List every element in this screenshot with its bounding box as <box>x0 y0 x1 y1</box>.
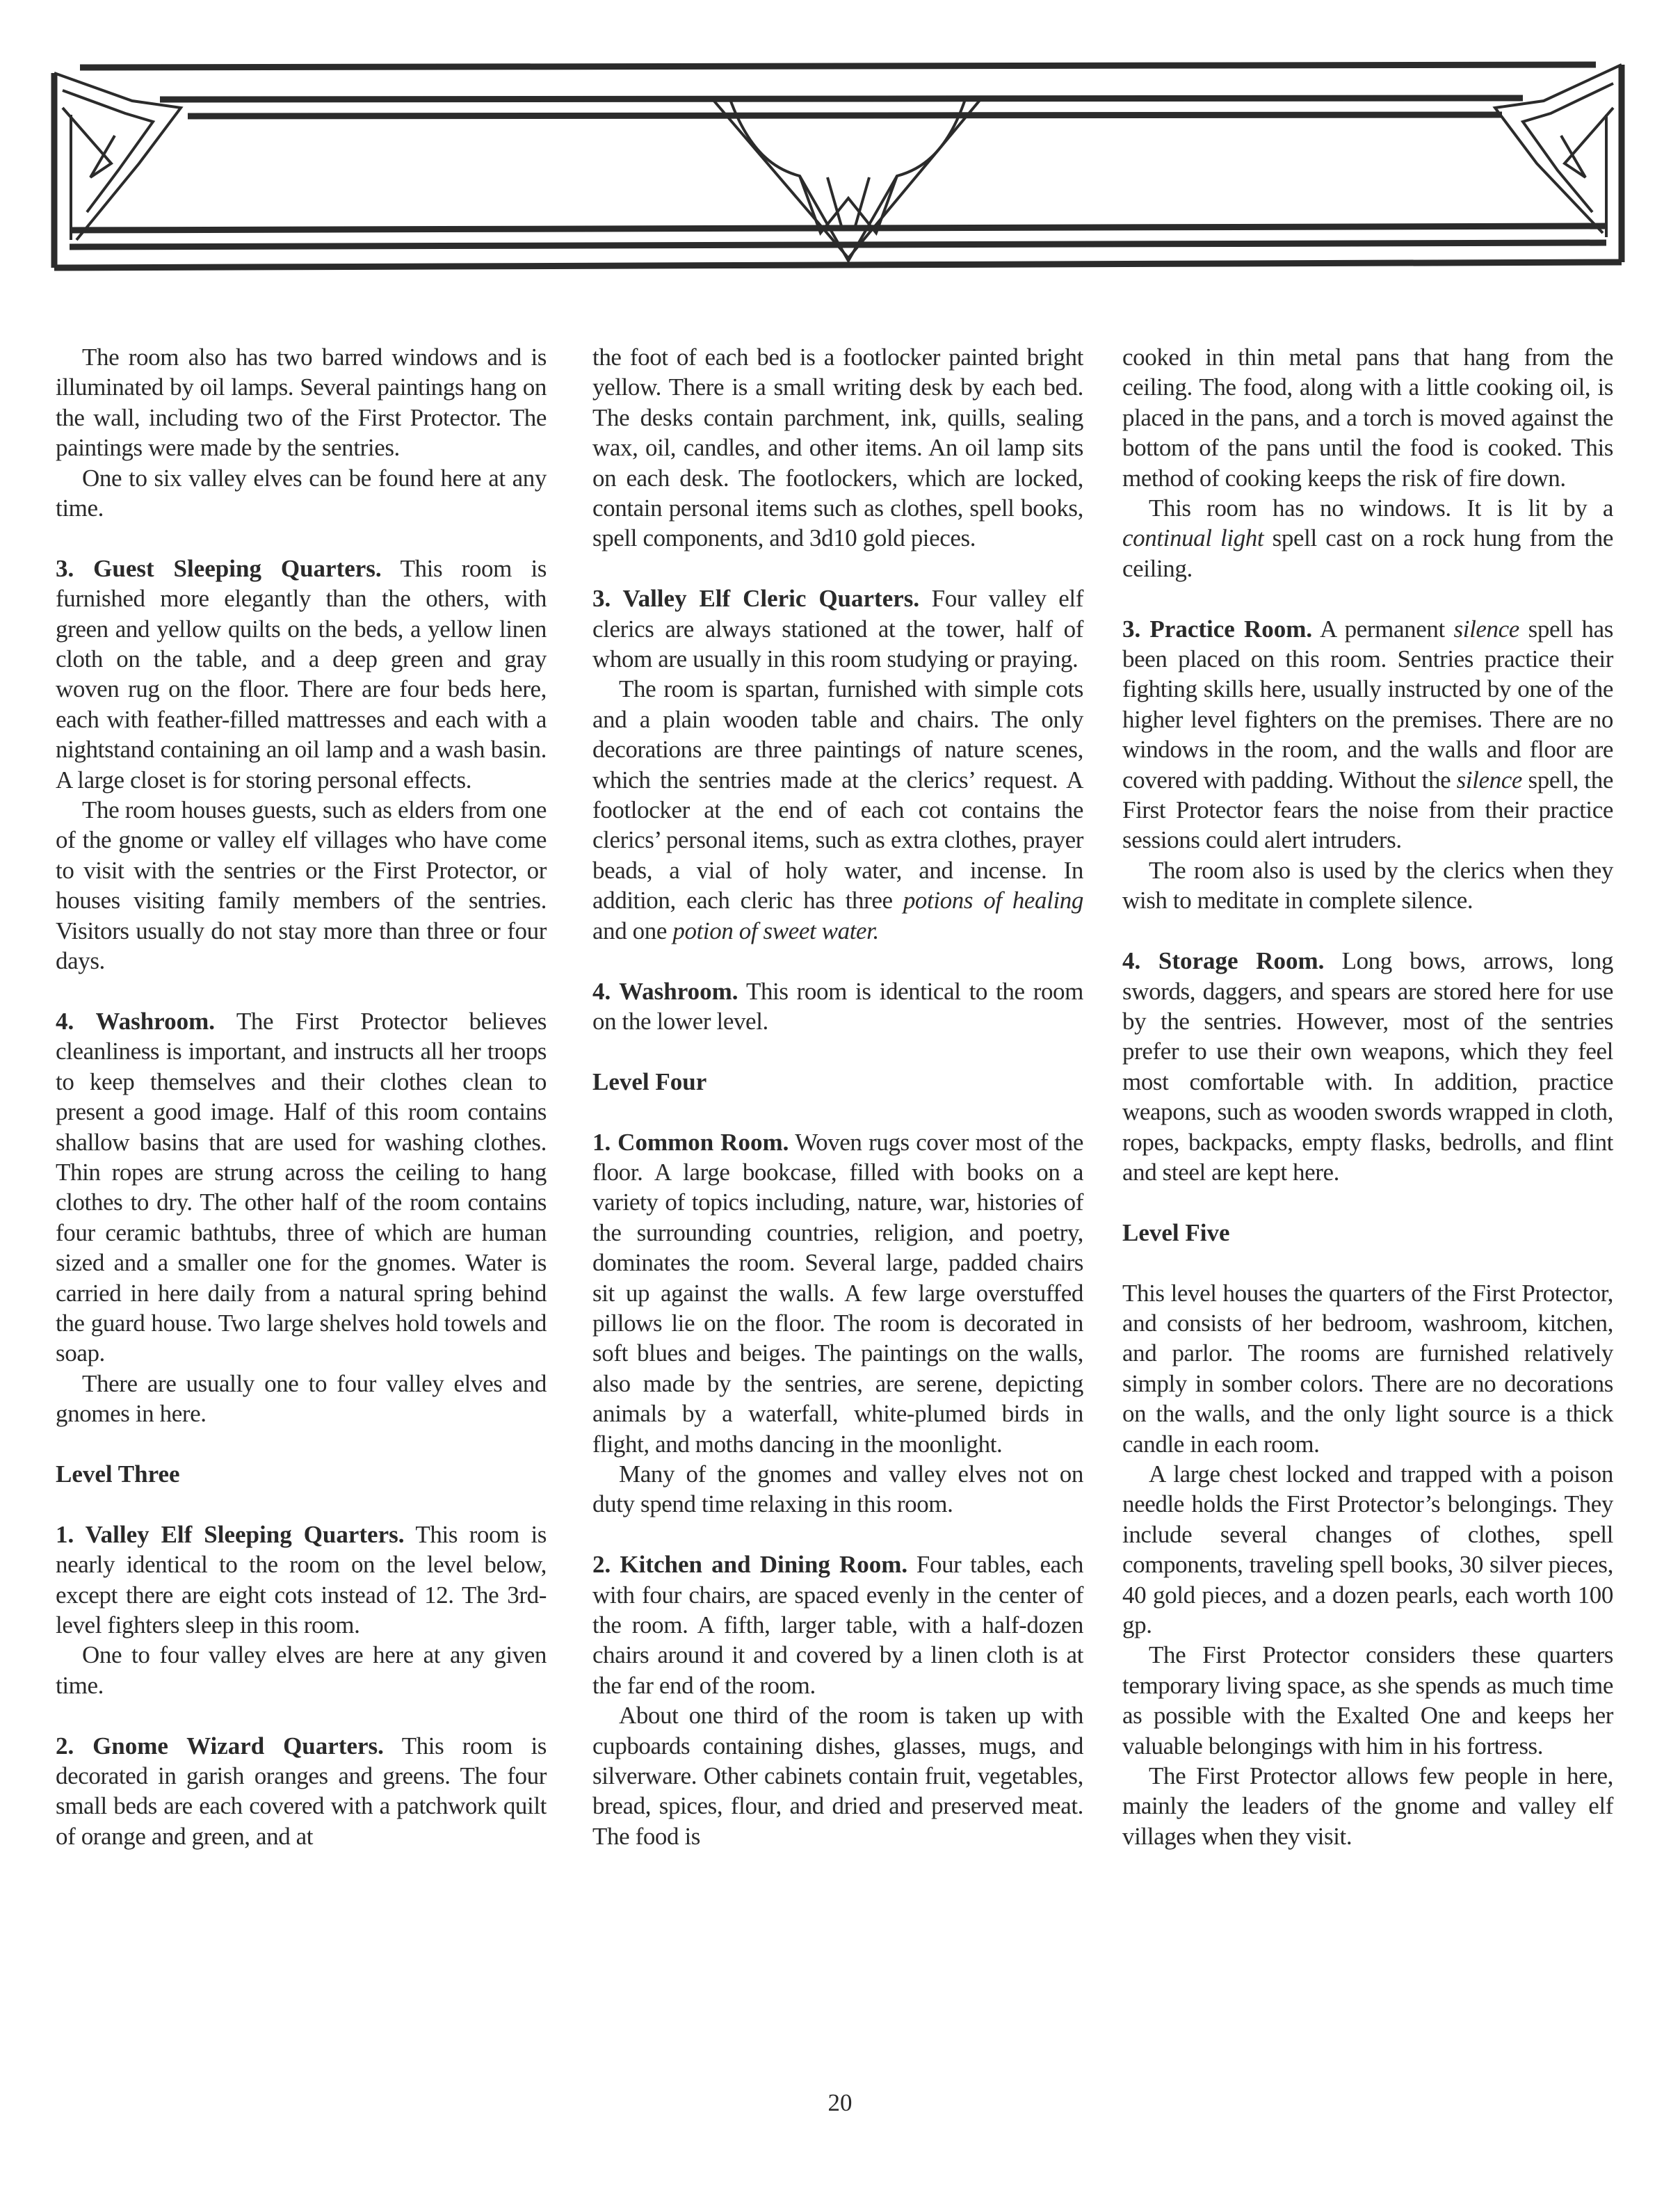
paragraph-text: The First Protector allows few people in here, mainly the leaders of the gnome and valley elf villages when they visit. <box>1122 1762 1613 1850</box>
paragraph-text: Four tables, each with four chairs, are spaced evenly in the center of the room. A fifth, larger table, with a half-dozen chairs around it and covered by a linen cloth is at the far end of the room. <box>592 1551 1083 1699</box>
paragraph-text: The First Protector considers these quarters temporary living space, as she spends as much time as possible with the Exalted One and keeps her valuable belongings with him in his fortress. <box>1122 1641 1613 1759</box>
paragraph-text: spell, the First Protector fears the noise from their practice sessions could alert intruders. <box>1122 766 1613 854</box>
body-paragraph <box>1122 1459 1613 1640</box>
room-entry-paragraph <box>592 1549 1083 1700</box>
paragraph-text: This room is nearly identical to the room on the level below, except there are eight cots instead of 12. The 3rd-level fighters sleep in this room. <box>56 1520 547 1638</box>
room-entry-paragraph <box>1122 946 1613 1187</box>
body-paragraph <box>592 1459 1083 1520</box>
paragraph-text: The First Protector believes cleanliness is important, and instructs all her troops to keep themselves and their clothes clean to present a good image. Half of this room contains shallow basins that are used for washing clothes. Thin ropes are strung across the ceiling to hang clothes to dry. The other half of the room contains four ceramic bathtubs, three of which are human sized and a smaller one for the gnomes. Water is carried in here daily from a natural spring behind the guard house. Two large shelves hold towels and soap. <box>56 1007 547 1367</box>
body-paragraph <box>56 463 547 524</box>
paragraph-text: About one third of the room is taken up with cupboards containing dishes, glasses, mugs, and silverware. Other cabinets contain fruit, vegetables, bread, spices, flour, and dried and preserved meat. The food is <box>592 1702 1083 1850</box>
room-title: 2. Kitchen and Dining Room. <box>592 1551 908 1579</box>
paragraph-text: Many of the gnomes and valley elves not on duty spend time relaxing in this room. <box>592 1460 1083 1518</box>
body-paragraph <box>1122 493 1613 583</box>
paragraph-text: This room has no windows. It is lit by a <box>1149 494 1613 522</box>
paragraph-text: A permanent <box>1312 615 1454 643</box>
italic-spell-name: silence <box>1453 615 1519 643</box>
body-paragraph <box>1122 342 1613 493</box>
paragraph-text: cooked in thin metal pans that hang from the ceiling. The food, along with a little cooking oil, is placed in the pans, and a torch is moved against the bottom of the pans until the food is cooked. This method of cooking keeps the risk of fire down. <box>1122 344 1613 492</box>
room-entry-paragraph <box>592 583 1083 674</box>
italic-spell-name: potions of healing <box>903 887 1084 915</box>
room-title: 1. Valley Elf Sleeping Quarters. <box>56 1520 405 1548</box>
text-column-3 <box>1122 342 1613 1851</box>
body-paragraph <box>1122 1761 1613 1851</box>
body-paragraph <box>56 795 547 976</box>
paragraph-text: Woven rugs cover most of the floor. A large bookcase, filled with books on a variety of topics including, nature, war, histories of the surrounding countries, religion, and poetry, dominates the room. Several large, padded chairs sit up against the walls. A few large overstuffed pillows lie on the floor. The room is decorated in soft blues and beiges. The paintings on the walls, also made by the sentries, are serene, depicting animals by a waterfall, white-plumed birds in flight, and moths dancing in the moonlight. <box>592 1128 1083 1458</box>
body-paragraph <box>1122 1278 1613 1459</box>
paragraph-text: This room is furnished more elegantly than the others, with green and yellow quilts on the beds, a yellow linen cloth on the table, and a deep green and gray woven rug on the floor. There are four beds here, each with feather-filled mattresses and each with a nightstand containing an oil lamp and a wash basin. A large closet is for storing personal effects. <box>56 554 547 794</box>
paragraph-text: Long bows, arrows, long swords, daggers, and spears are stored here for use by the sentries. However, most of the sentries prefer to use their own weapons, which they feel most comfortable with. In addition, practice weapons, such as wooden swords wrapped in cloth, ropes, backpacks, empty flasks, bedrolls, and flint and steel are kept here. <box>1122 947 1613 1186</box>
paragraph-text: A large chest locked and trapped with a poison needle holds the First Protector’s belongings. They include several changes of clothes, spell components, traveling spell books, 30 silver pieces, 40 gold pieces, and a dozen pearls, each worth 100 gp. <box>1122 1460 1613 1638</box>
room-title: 4. Storage Room. <box>1122 947 1325 975</box>
paragraph-text: This room is decorated in garish oranges and greens. The four small beds are each covered with a patchwork quilt of orange and green, and at <box>56 1732 547 1850</box>
room-title: 2. Gnome Wizard Quarters. <box>56 1732 384 1759</box>
paragraph-text: spell cast on a rock hung from the ceiling. <box>1122 524 1613 582</box>
body-paragraph <box>56 342 547 463</box>
section-heading: Level Three <box>56 1460 180 1488</box>
text-column-1 <box>56 342 547 1851</box>
italic-spell-name: silence <box>1456 766 1523 794</box>
body-paragraph <box>1122 1640 1613 1761</box>
room-entry-paragraph <box>56 1731 547 1852</box>
paragraph-text: spell has been placed on this room. Sentries practice their fighting skills here, usually instructed by one of the higher level fighters on the premises. There are no windows in the room, and the walls and floor are covered with padding. Without the <box>1122 615 1613 794</box>
page-number: 20 <box>827 2089 853 2116</box>
room-title: 3. Valley Elf Cleric Quarters. <box>592 585 920 613</box>
room-title: 4. Washroom. <box>592 977 738 1005</box>
paragraph-text: Four valley elf clerics are always stationed at the tower, half of whom are usually in this room studying or praying. <box>592 585 1083 673</box>
room-title: 1. Common Room. <box>592 1128 789 1156</box>
paragraph-text: the foot of each bed is a footlocker painted bright yellow. There is a small writing desk by each bed. The desks contain parchment, ink, quills, sealing wax, oil, candles, and other items. An oil lamp sits on each desk. The footlockers, which are locked, contain personal items such as clothes, spell books, spell components, and 3d10 gold pieces. <box>592 344 1083 552</box>
section-heading: Level Four <box>592 1068 707 1095</box>
room-entry-paragraph <box>1122 614 1613 855</box>
body-paragraph <box>56 1369 547 1429</box>
decorative-header-border <box>49 59 1627 275</box>
room-title: 3. Guest Sleeping Quarters. <box>56 554 382 582</box>
paragraph-text: and one <box>592 917 673 944</box>
body-paragraph <box>1122 855 1613 916</box>
body-paragraph <box>592 342 1083 554</box>
room-entry-paragraph <box>56 554 547 795</box>
text-column-2 <box>592 342 1083 1851</box>
paragraph-text: This level houses the quarters of the First Protector, and consists of her bedroom, washroom, kitchen, and parlor. The rooms are furnished relatively simply in somber colors. There are no decorations on the walls, and the only light source is a thick candle in each room. <box>1122 1279 1613 1458</box>
room-title: 3. Practice Room. <box>1122 615 1313 643</box>
italic-spell-name: continual light <box>1122 524 1264 552</box>
room-title: 4. Washroom. <box>56 1007 215 1035</box>
paragraph-text: The room is spartan, furnished with simple cots and a plain wooden table and chairs. The only decorations are three paintings of nature scenes, which the sentries made at the clerics’ request. A footlocker at the end of each cot contains the clerics’ personal items, such as extra clothes, prayer beads, a vial of holy water, and incense. In addition, each cleric has three <box>592 675 1083 915</box>
body-paragraph <box>592 1700 1083 1851</box>
room-entry-paragraph <box>56 1520 547 1641</box>
room-entry-paragraph <box>592 1127 1083 1459</box>
room-entry-paragraph <box>592 976 1083 1037</box>
italic-spell-name: potion of sweet water. <box>672 917 879 944</box>
paragraph-text: The room also is used by the clerics when they wish to meditate in complete silence. <box>1122 856 1613 915</box>
paragraph-text: There are usually one to four valley elves and gnomes in here. <box>56 1369 547 1428</box>
room-entry-paragraph <box>56 1006 547 1369</box>
body-paragraph <box>592 674 1083 946</box>
body-paragraph <box>56 1640 547 1700</box>
paragraph-text: One to six valley elves can be found here at any time. <box>56 464 547 522</box>
paragraph-text: The room houses guests, such as elders from one of the gnome or valley elf villages who have come to visit with the sentries or the First Protector, or houses visiting family members of the sentries. Visitors usually do not stay more than three or four days. <box>56 796 547 975</box>
section-heading: Level Five <box>1122 1218 1230 1246</box>
paragraph-text: One to four valley elves are here at any given time. <box>56 1641 547 1699</box>
paragraph-text: This room is identical to the room on the lower level. <box>592 977 1083 1035</box>
paragraph-text: The room also has two barred windows and is illuminated by oil lamps. Several paintings hang on the wall, including two of the First Protector. The paintings were made by the sentries. <box>56 344 547 462</box>
